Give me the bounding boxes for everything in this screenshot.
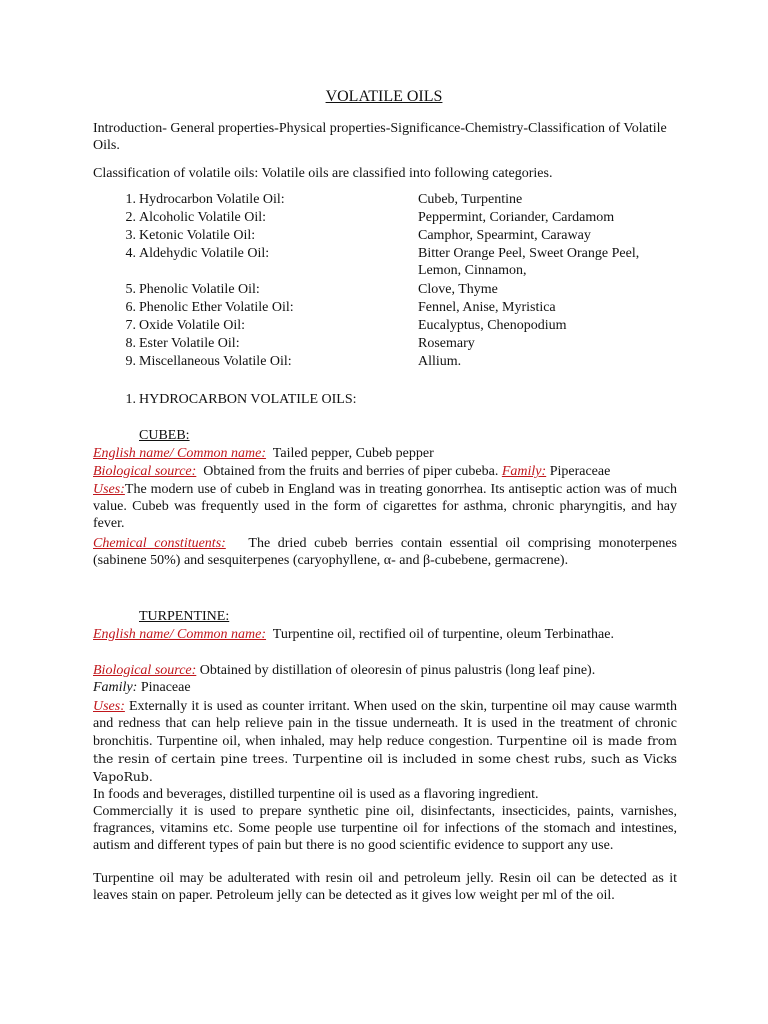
- oil-class-name: Alcoholic Volatile Oil:: [139, 210, 267, 225]
- english-name-label: English name/ Common name:: [93, 627, 267, 642]
- page-title: VOLATILE OILS: [325, 88, 443, 105]
- cubeb-chemical-constituents: Chemical constituents: The dried cubeb berries contain essential oil comprising monoterpenes (sabinene 50%) and sesquiterpenes (caryophyllene, α- and β-cubebene, germacrene).: [93, 536, 678, 568]
- intro-paragraph: Introduction- General properties-Physical properties-Significance-Chemistry-Classification of Volatile Oils.: [93, 121, 667, 153]
- chemical-constituents-label: Chemical constituents:: [93, 536, 226, 551]
- list-item: 3. Ketonic Volatile Oil: Camphor, Spearmint, Caraway: [0, 227, 768, 245]
- oil-class-name: Hydrocarbon Volatile Oil:: [139, 192, 285, 207]
- turpentine-heading: TURPENTINE:: [139, 609, 230, 624]
- family-label: Family:: [93, 680, 138, 695]
- oil-class-name: Miscellaneous Volatile Oil:: [139, 354, 292, 369]
- list-item: 9. Miscellaneous Volatile Oil: Allium.: [0, 353, 768, 371]
- biological-source-label: Biological source:: [93, 464, 197, 479]
- uses-label: Uses:: [93, 482, 125, 497]
- list-item: 7. Oxide Volatile Oil: Eucalyptus, Chenopodium: [0, 317, 768, 335]
- list-item: 1. Hydrocarbon Volatile Oil: Cubeb, Turpentine: [0, 191, 768, 209]
- turpentine-biological-source: Biological source: Obtained by distillation of oleoresin of pinus palustris (long leaf pine). Family: Pinaceae: [93, 663, 596, 695]
- turpentine-uses: Uses: Externally it is used as counter irritant. When used on the skin, turpentine oil may cause warmth and redness that can help relieve pain in the tissue underneath. It is used in the treatment of chronic bronchitis. Turpentine oil, when inhaled, may help reduce congestion. Turpentine oil is made from the resin of certain pine trees. Turpentine oil is included in some chest rubs, such as Vicks VapoRub.: [93, 699, 678, 784]
- classification-intro: Classification of volatile oils: Volatile oils are classified into following categories.: [93, 166, 553, 181]
- oil-class-name: Phenolic Ether Volatile Oil:: [139, 300, 294, 315]
- classification-list: [0, 191, 768, 371]
- turpentine-foods: In foods and beverages, distilled turpentine oil is used as a flavoring ingredient.: [93, 787, 539, 802]
- oil-class-name: Phenolic Volatile Oil:: [139, 282, 260, 297]
- oil-class-name: Aldehydic Volatile Oil:: [139, 246, 270, 261]
- oil-class-examples: Allium.: [418, 354, 462, 369]
- oil-class-examples: Bitter Orange Peel, Sweet Orange Peel, Lemon, Cinnamon,: [418, 246, 640, 278]
- turpentine-commercial: Commercially it is used to prepare synthetic pine oil, disinfectants, insecticides, paints, varnishes, fragrances, vitamins etc. Some people use turpentine oil for infections of the stomach and intestines, autism and different types of pain but there is no good scientific evidence to support any use.: [93, 804, 677, 853]
- oil-class-name: Oxide Volatile Oil:: [139, 318, 246, 333]
- biological-source-label: Biological source:: [93, 663, 197, 678]
- list-item: 4. Aldehydic Volatile Oil: Bitter Orange Peel, Sweet Orange Peel, Lemon, Cinnamon,: [0, 245, 768, 281]
- family-label: Family:: [501, 464, 547, 479]
- oil-class-examples: Eucalyptus, Chenopodium: [418, 318, 567, 333]
- oil-class-name: Ester Volatile Oil:: [139, 336, 240, 351]
- list-item: 8. Ester Volatile Oil: Rosemary: [0, 335, 768, 353]
- turpentine-adulteration: Turpentine oil may be adulterated with resin oil and petroleum jelly. Resin oil can be detected as it leaves stain on paper. Petroleum jelly can be detected as it gives low weight per ml of the oil.: [93, 871, 677, 903]
- oil-class-examples: Fennel, Anise, Myristica: [418, 300, 556, 315]
- oil-class-examples: Rosemary: [418, 336, 475, 351]
- oil-class-examples: Cubeb, Turpentine: [418, 192, 523, 207]
- list-item: 2. Alcoholic Volatile Oil: Peppermint, Coriander, Cardamom: [0, 209, 768, 227]
- turpentine-english-name: English name/ Common name: Turpentine oil, rectified oil of turpentine, oleum Terbinathae.: [93, 627, 614, 642]
- english-name-label: English name/ Common name:: [93, 446, 267, 461]
- list-item: 6. Phenolic Ether Volatile Oil: Fennel, Anise, Myristica: [0, 299, 768, 317]
- cubeb-heading: CUBEB:: [139, 428, 190, 443]
- oil-class-name: Ketonic Volatile Oil:: [139, 228, 256, 243]
- list-item: 5. Phenolic Volatile Oil: Clove, Thyme: [0, 281, 768, 299]
- oil-class-examples: Clove, Thyme: [418, 282, 498, 297]
- uses-label: Uses:: [93, 699, 125, 714]
- section-heading-hydrocarbon: 1. HYDROCARBON VOLATILE OILS:: [125, 392, 357, 407]
- cubeb-english-name: English name/ Common name: Tailed pepper, Cubeb pepper: [93, 446, 434, 461]
- oil-class-examples: Peppermint, Coriander, Cardamom: [418, 210, 615, 225]
- cubeb-uses: Uses:The modern use of cubeb in England was in treating gonorrhea. Its antiseptic action was of much value. Cubeb was frequently used in the form of cigarettes for asthma, chronic pharyngitis, and hay fever.: [93, 482, 677, 531]
- cubeb-biological-source: Biological source: Obtained from the fruits and berries of piper cubeba. Family: Piperaceae: [93, 464, 611, 479]
- oil-class-examples: Camphor, Spearmint, Caraway: [418, 228, 591, 243]
